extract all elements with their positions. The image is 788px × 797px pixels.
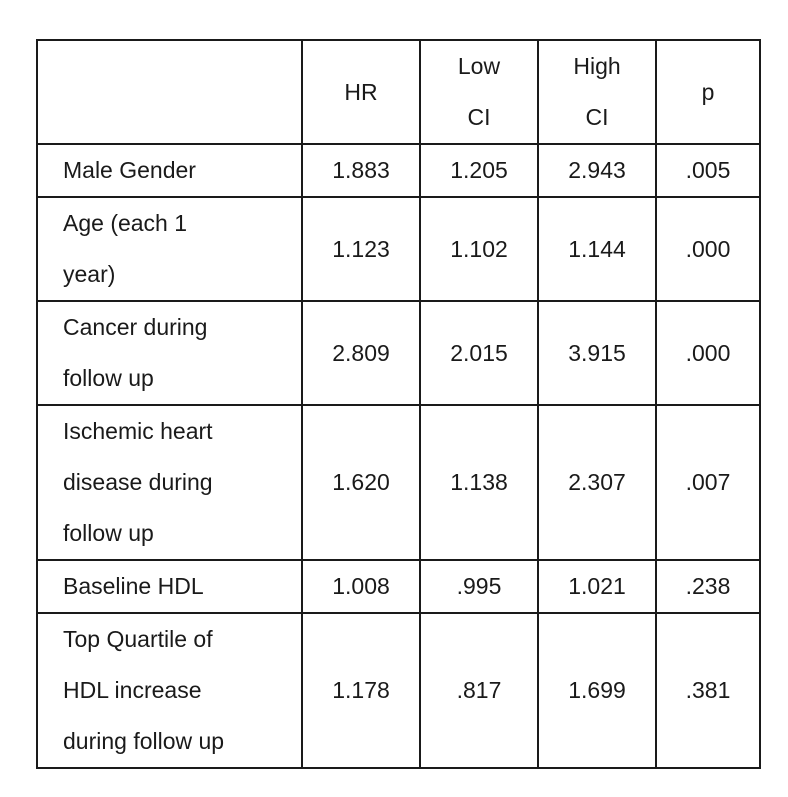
high-ci-cell: 1.144	[538, 197, 656, 301]
hazard-ratio-table	[36, 39, 761, 769]
row-label-text: Baseline HDL	[63, 573, 204, 599]
high-ci-cell: 3.915	[538, 301, 656, 405]
hr-cell: 1.123	[302, 197, 420, 301]
row-label-text: Male Gender	[63, 157, 196, 183]
table-header	[37, 40, 760, 144]
row-label	[37, 144, 302, 197]
header-hr-text: HR	[344, 78, 378, 105]
row-label	[37, 405, 302, 560]
hr-cell: 1.178	[302, 613, 420, 768]
header-cell-blank	[37, 40, 302, 144]
p-value-cell: .381	[656, 613, 760, 768]
row-label-line: year)	[63, 261, 116, 287]
header-low-ci-line1: Low	[457, 53, 501, 79]
row-label-line: during follow up	[63, 728, 225, 754]
row-label	[37, 197, 302, 301]
hr-cell: 2.809	[302, 301, 420, 405]
header-p-text: p	[701, 78, 715, 105]
table-row	[37, 560, 760, 613]
row-label-line: Age (each 1	[63, 210, 188, 236]
header-cell-p	[656, 40, 760, 144]
row-label-line: Top Quartile of	[63, 626, 213, 652]
low-ci-cell: 1.138	[420, 405, 538, 560]
header-cell-high-ci	[538, 40, 656, 144]
hr-cell: 1.620	[302, 405, 420, 560]
table-row	[37, 405, 760, 560]
low-ci-cell: 1.205	[420, 144, 538, 197]
low-ci-cell: .817	[420, 613, 538, 768]
low-ci-cell: 1.102	[420, 197, 538, 301]
p-value-cell: .007	[656, 405, 760, 560]
header-high-ci-line1: High	[573, 53, 621, 79]
row-label-line: follow up	[63, 365, 154, 391]
row-label-line: HDL increase	[63, 677, 202, 703]
low-ci-cell: 2.015	[420, 301, 538, 405]
table-row	[37, 301, 760, 405]
row-label-line: Ischemic heart	[63, 418, 213, 444]
high-ci-cell: 2.307	[538, 405, 656, 560]
high-ci-cell: 1.699	[538, 613, 656, 768]
table-row	[37, 144, 760, 197]
header-cell-hr	[302, 40, 420, 144]
low-ci-cell: .995	[420, 560, 538, 613]
high-ci-cell: 1.021	[538, 560, 656, 613]
row-label	[37, 560, 302, 613]
header-high-ci-line2: CI	[585, 104, 609, 130]
table-body	[37, 144, 760, 768]
table-row	[37, 613, 760, 768]
hr-cell: 1.008	[302, 560, 420, 613]
high-ci-cell: 2.943	[538, 144, 656, 197]
header-cell-low-ci	[420, 40, 538, 144]
row-label	[37, 613, 302, 768]
row-label-line: Cancer during	[63, 314, 208, 340]
p-value-cell: .005	[656, 144, 760, 197]
header-low-ci-line2: CI	[467, 104, 491, 130]
p-value-cell: .000	[656, 197, 760, 301]
row-label-line: disease during	[63, 469, 213, 495]
p-value-cell: .238	[656, 560, 760, 613]
table-row	[37, 197, 760, 301]
row-label	[37, 301, 302, 405]
hr-cell: 1.883	[302, 144, 420, 197]
header-row	[37, 40, 760, 144]
p-value-cell: .000	[656, 301, 760, 405]
row-label-line: follow up	[63, 520, 154, 546]
